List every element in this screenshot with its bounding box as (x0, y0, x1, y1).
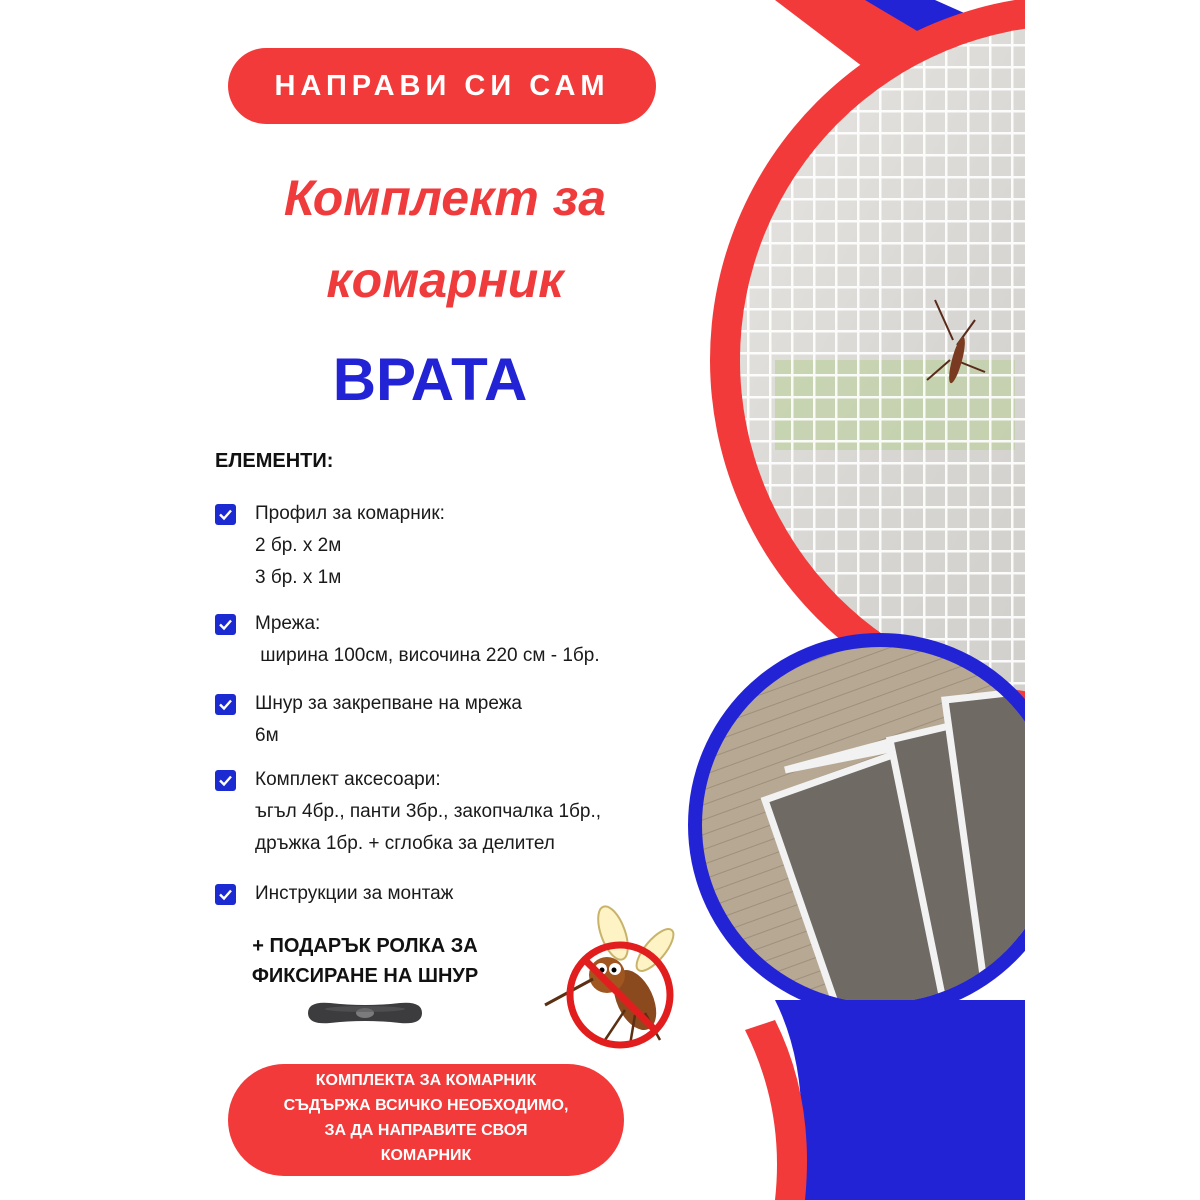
item-text: Профил за комарник: (255, 503, 445, 524)
mosquito-net-photo (735, 20, 1025, 720)
item-text: 6м (255, 725, 279, 746)
item-text: Инструкции за монтаж (255, 883, 454, 904)
item-text: ъгъл 4бр., панти 3бр., закопчалка 1бр., (255, 801, 602, 822)
item-text: Шнур за закрепване на мрежа (255, 693, 522, 714)
elements-heading: ЕЛЕМЕНТИ: (215, 450, 334, 472)
header-pill: НАПРАВИ СИ САМ (228, 48, 656, 124)
gift-note (215, 931, 515, 991)
title-line-2: комарник (326, 252, 564, 308)
item-text: Мрежа: (255, 613, 321, 634)
item-text: 3 бр. х 1м (255, 567, 342, 588)
footer-line: СЪДЪРЖА ВСИЧКО НЕОБХОДИМО, (283, 1097, 569, 1114)
footer-pill (228, 1064, 624, 1176)
item-text: дръжка 1бр. + сглобка за делител (255, 833, 555, 854)
checkbox-checked-icon (215, 694, 236, 715)
footer-line: ЗА ДА НАПРАВИТЕ СВОЯ (324, 1122, 528, 1139)
subtitle: ВРАТА (332, 346, 528, 413)
checkbox-checked-icon (215, 884, 236, 905)
title-line-1: Комплект за (283, 170, 607, 226)
poster (175, 0, 1025, 1200)
item-text: ширина 100см, височина 220 см - 1бр. (255, 645, 600, 666)
mosquito-no-icon (535, 905, 695, 1055)
footer-line: КОМАРНИК (380, 1147, 472, 1164)
item-text: 2 бр. х 2м (255, 535, 342, 556)
item-text: Комплект аксесоари: (255, 769, 441, 790)
footer-line: КОМПЛЕКТА ЗА КОМАРНИК (315, 1072, 537, 1089)
checkbox-checked-icon (215, 504, 236, 525)
gift-line-2: ФИКСИРАНЕ НА ШНУР (251, 965, 479, 987)
checkbox-checked-icon (215, 614, 236, 635)
roller-tool-image (300, 995, 430, 1031)
checkbox-checked-icon (215, 770, 236, 791)
gift-line-1: + ПОДАРЪК РОЛКА ЗА (252, 935, 478, 957)
